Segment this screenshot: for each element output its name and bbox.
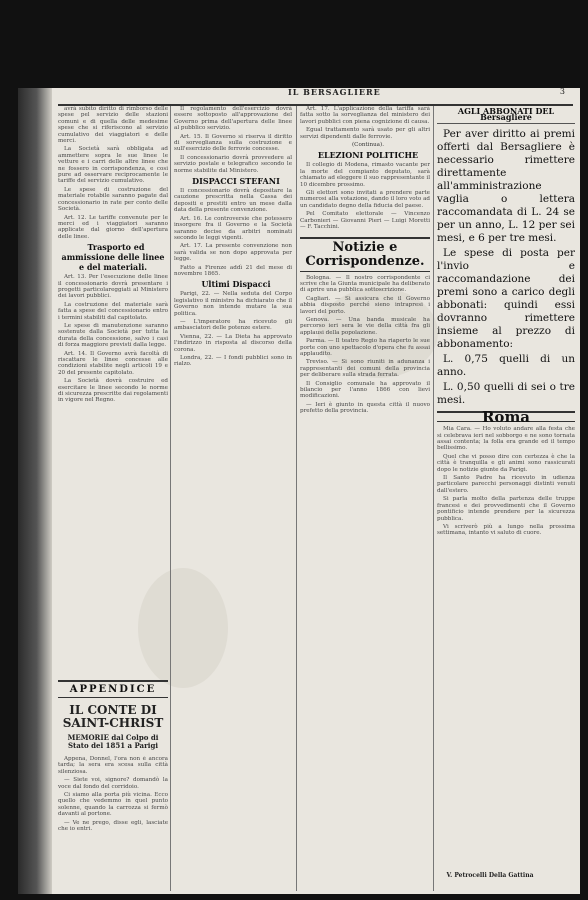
paragraph: Il collegio di Modena, rimasto vacante per la morte del compianto deputato, sarà chiamato ad eleggere il suo rappresentante il 10 dicembre prossimo. bbox=[300, 162, 430, 188]
appendice-heading: APPENDICE bbox=[58, 680, 168, 698]
paragraph: — Ieri è giunto in questa città il nuovo prefetto della provincia. bbox=[300, 401, 430, 415]
section-heading: ELEZIONI POLITICHE bbox=[317, 150, 419, 161]
paragraph: Quel che vi posso dire con certezza è che la città è tranquilla e gli animi sono rassicurati dopo le notizie giunte da Parigi. bbox=[437, 453, 575, 473]
page-header bbox=[58, 84, 573, 106]
paragraph: — L'imperatore ha ricevuto gli ambasciatori delle potenze estere. bbox=[174, 318, 292, 332]
paragraph: La costruzione del materiale sarà fatta a spese del concessionario entro i termini stabiliti dal capitolato. bbox=[58, 301, 168, 321]
paragraph: Parma. — Il teatro Regio ha riaperto le sue porte con uno spettacolo d'opera che fu assai applaudito. bbox=[300, 338, 430, 357]
paragraph: Art. 17. La presente convenzione non sarà valida se non dopo approvata per legge. bbox=[174, 243, 292, 263]
subscribers-notice: L. 0,75 quelli di un anno. bbox=[437, 352, 575, 378]
paragraph: Pel Comitato elettorale — Vincenzo Carbonieri — Giovanni Pieri — Luigi Moretti — F. Tacchini. bbox=[300, 211, 430, 231]
paragraph: Il regolamento dell'esercizio dovrà essere sottoposto all'approvazione del Governo prima dell'apertura delle linee al pubblico servizio. bbox=[174, 106, 292, 132]
paragraph: Art. 12. Le tariffe convenute per le merci ed i viaggiatori saranno applicate dal giorno dell'apertura delle linee. bbox=[58, 214, 168, 240]
subscribers-notice-heading: AGLI ABBONATI DEL Bersagliere bbox=[437, 108, 575, 124]
paragraph: Fatto a Firenze addì 21 del mese di novembre 1865. bbox=[174, 264, 292, 277]
paragraph: Genova. — Una banda musicale ha percorso ieri sera le vie della città fra gli applausi della popolazione. bbox=[300, 316, 430, 336]
paragraph: Vi scriverò più a lungo nella prossima settimana, intanto vi saluto di cuore. bbox=[437, 523, 575, 537]
paragraph: Art. 16. Le controversie che potessero insorgere fra il Governo e la Società saranno decise da arbitri nominati secondo le leggi vigenti. bbox=[174, 215, 292, 241]
paragraph: — Siete voi, signore? domandò la voce dal fondo del corridoio. bbox=[58, 777, 168, 790]
newspaper-page bbox=[18, 88, 580, 894]
serial-subtitle: MEMORIE dal Colpo di Stato del 1851 a Parigi bbox=[67, 733, 159, 750]
serial-body bbox=[58, 756, 168, 886]
paragraph: Il concessionario dovrà depositare la cauzione prescritta nella Cassa dei depositi e prestiti entro un mese dalla data della presente convenzione. bbox=[174, 188, 292, 214]
paragraph: Art. 17. L'applicazione della tariffa sarà fatta sotto la sorveglianza del ministero dei lavori pubblici con piena cognizione di causa. bbox=[300, 106, 430, 125]
subscribers-notice: L. 0,50 quelli di sei o tre mesi. bbox=[437, 380, 575, 406]
paragraph: Il concessionario dovrà provvedere al servizio postale e telegrafico secondo le norme stabilite dal Ministero. bbox=[174, 154, 292, 174]
paragraph: Parigi, 22. — Nella seduta del Corpo legislativo il ministro ha dichiarato che il Governo non intende mutare la sua politica. bbox=[174, 291, 292, 317]
column-rule bbox=[433, 106, 434, 891]
section-heading: Ultimi Dispacci bbox=[201, 279, 271, 290]
notizie-heading: Notizie e Corrispondenze. bbox=[300, 237, 430, 272]
paragraph: — Ve ne prego, disse egli, lasciate che io entri. bbox=[58, 819, 168, 833]
paragraph: Bologna. — Il nostro corrispondente ci scrive che la Giunta municipale ha deliberato di aprire una pubblica sottoscrizione. bbox=[300, 274, 430, 294]
paragraph: Si parla molto della partenza delle truppe francesi e dei provvedimenti che il Governo pontificio intende prendere per la sicurezza pubblica. bbox=[437, 496, 575, 522]
serial-title: IL CONTE DI SAINT-CHRIST bbox=[62, 703, 164, 730]
column-1 bbox=[58, 106, 168, 678]
subscribers-notice: Per aver diritto ai premi offerti dal Bersagliere è necessario rimettere direttamente all'amministrazione vaglia o lettera raccomandata di L. 24 se per un anno, L. 12 per sei mesi, e 6 per tre mesi. bbox=[437, 127, 575, 244]
subscribers-notice: Le spese di posta per l'invio e raccomandazione dei premi sono a carico degli abbonati: quindi essi dovranno rimettere insieme al prezzo di abbonamento: bbox=[437, 246, 575, 350]
paragraph: Art. 14. Il Governo avrà facoltà di riscattare le linee concesse alle condizioni stabilite negli articoli 19 e 20 del presente capitolato. bbox=[58, 350, 168, 376]
author-signature: V. Petrocelli Della Gattina bbox=[446, 872, 534, 879]
roma-heading: Roma bbox=[437, 411, 575, 422]
paragraph: Art. 13. Per l'esecuzione delle linee il concessionario dovrà presentare i progetti particolareggiati al Ministero dei lavori pubblici. bbox=[58, 274, 168, 300]
column-2 bbox=[174, 106, 292, 886]
paragraph: Le spese di costruzione del materiale rotabile saranno pagate dal concessionario in rate per conto delle Società. bbox=[58, 186, 168, 213]
column-4 bbox=[437, 106, 575, 886]
column-rule bbox=[170, 106, 171, 891]
paragraph: Egual trattamento sarà usato per gli altri servizi dipendenti dalle ferrovie. bbox=[300, 127, 430, 140]
paragraph: Art. 15. Il Governo si riserva il diritto di sorveglianza sulla costruzione e sull'esercizio delle ferrovie concesse. bbox=[174, 133, 292, 153]
column-rule bbox=[296, 106, 297, 891]
paragraph: Cagliari. — Si assicura che il Governo abbia disposto perché sieno intrapresi i lavori del porto. bbox=[300, 295, 430, 315]
paragraph: Londra, 22. — I fondi pubblici sono in rialzo. bbox=[174, 355, 292, 368]
page-number: 3 bbox=[559, 87, 565, 96]
paragraph: Treviso. — Si sono riuniti in adunanza i rappresentanti dei comuni della provincia per deliberare sulla strada ferrata. bbox=[300, 359, 430, 379]
paragraph: Appena, Donnel, l'ora non è ancora tarda; la sera era scesa sulla città silenziosa. bbox=[58, 756, 168, 775]
paragraph: Mia Cara. — Ho voluto andare alla festa che si celebrava ieri nel sobborgo e ne sono tornata assai contenta; la folla era grande ed il tempo bellissimo. bbox=[437, 426, 575, 452]
paragraph: La Società sarà obbligata ad ammettere sopra le sue linee le vetture e i carri delle altre linee che ne fossero in corrispondenza, e cosi pure ad osservare reciprocamente le tariffe del servizio cumulativo. bbox=[58, 146, 168, 185]
column-3 bbox=[300, 106, 430, 886]
signoff: (Continua). bbox=[352, 142, 384, 149]
paragraph: Ci siamo alla porta più vicina. Ecco quello che vedemmo in quel punto solenne, quando la carrozza si fermò davanti al portone. bbox=[58, 792, 168, 818]
newspaper-title: IL BERSAGLIERE bbox=[288, 87, 381, 97]
paragraph: La Società dovrà costruire ed esercitare le linee secondo le norme di sicurezza prescritte dai regolamenti in vigore nel Regno. bbox=[58, 378, 168, 404]
paragraph: Vienna, 22. — La Dieta ha approvato l'indirizzo in risposta al discorso della corona. bbox=[174, 333, 292, 353]
paragraph: Le spese di manutenzione saranno sostenute dalla Società per tutta la durata della concessione, salvo i casi di forza maggiore previsti dalla legge. bbox=[58, 322, 168, 349]
binding-spine bbox=[18, 88, 52, 894]
paragraph: avrà subìto diritto di rimborso delle spese pel servizio delle stazioni comuni e di quella delle medesime spese che si riferiscono al servizio cumulativo dei viaggiatori e delle merci. bbox=[58, 106, 168, 145]
section-heading: Trasporto ed ammissione delle linee e del materiali. bbox=[61, 242, 165, 273]
section-heading: DISPACCI STEFANI bbox=[192, 176, 280, 187]
paragraph: Gli elettori sono invitati a prendere parte numerosi alla votazione, dando il loro voto ad un candidato degno della fiducia del paese. bbox=[300, 190, 430, 209]
paragraph: Il Santo Padre ha ricevuto in udienza particolare parecchi personaggi distinti venuti dall'estero. bbox=[437, 475, 575, 494]
paragraph: Il Consiglio comunale ha approvato il bilancio per l'anno 1866 con lievi modificazioni. bbox=[300, 380, 430, 400]
